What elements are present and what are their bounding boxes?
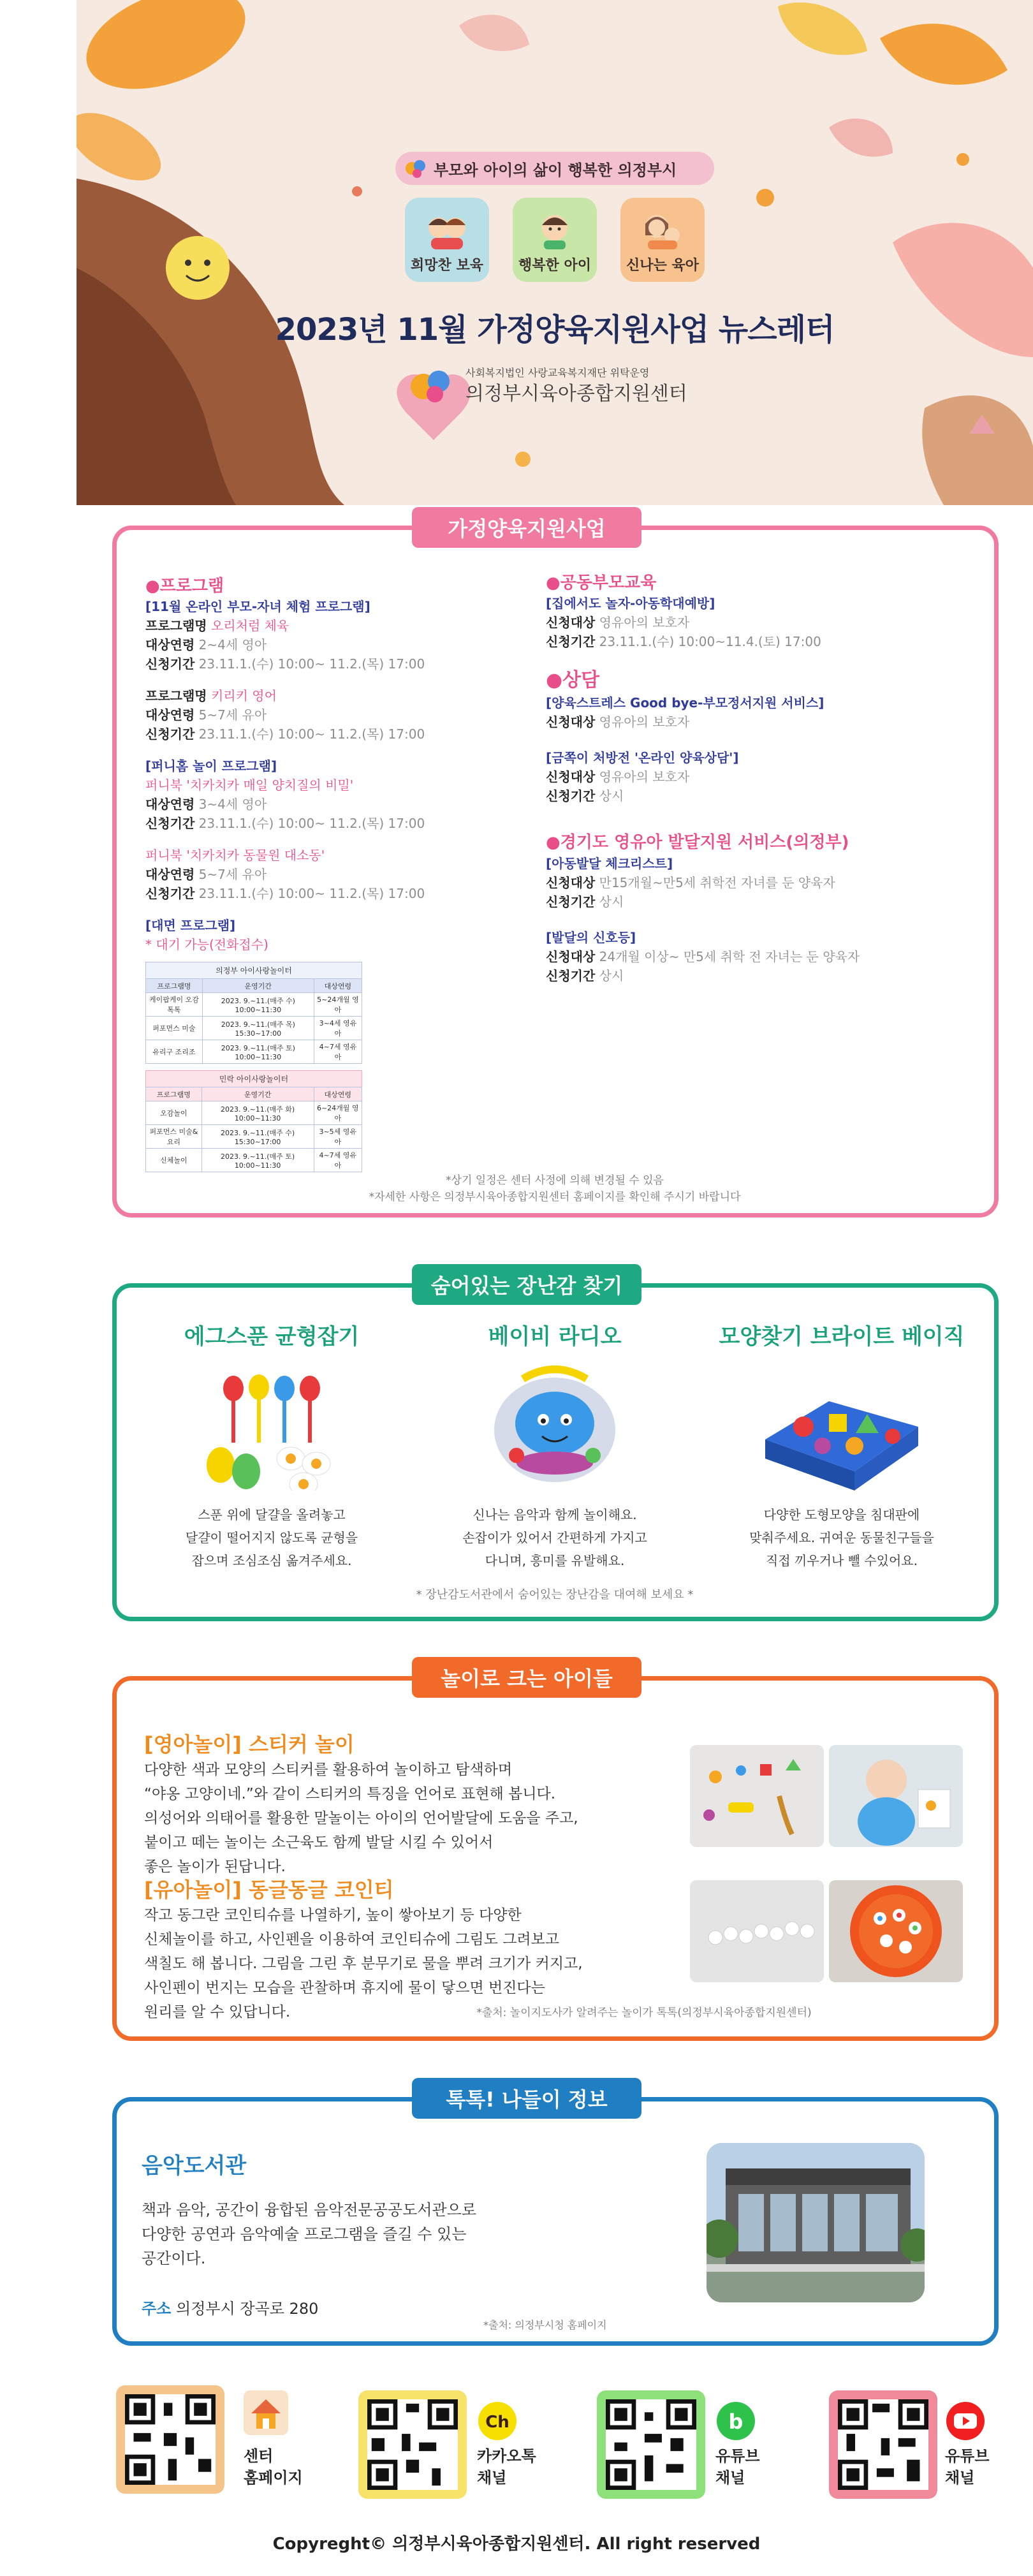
program-heading: ●프로그램 <box>145 577 224 596</box>
egg-spoon-image <box>138 1363 406 1490</box>
offline-label: [대면 프로그램] <box>145 918 236 933</box>
svg-text:Ch: Ch <box>485 2413 509 2432</box>
toy-card-baby-radio <box>421 1319 689 1572</box>
toy-description: 신나는 음악과 함께 놀이해요. 손잡이가 있어서 간편하게 가지고 다니며, 흥미를 유발해요. <box>462 1507 647 1568</box>
newsletter-title: 2023년 11월 가정양육지원사업 뉴스레터 <box>275 312 835 348</box>
coin-tissue-photo-2 <box>829 1880 963 1982</box>
play-item-coin-tissue <box>144 1874 692 2024</box>
category-label: 신나는 육아 <box>626 258 699 274</box>
play-section-tag: 놀이로 크는 아이들 <box>412 1657 641 1698</box>
sticker-photo-1 <box>690 1745 824 1847</box>
offline-note: * 대기 가능(전화접수) <box>145 937 268 952</box>
section-heading: ●경기도 영유아 발달지원 서비스(의정부) <box>546 833 849 852</box>
section-heading: ●공동부모교육 <box>546 573 657 592</box>
org-name: 의정부시육아종합지원센터 <box>465 383 687 405</box>
toy-description: 스푼 위에 달걀을 올려놓고 달걀이 떨어지지 않도록 균형을 잡으며 조심조심 옮겨주세요. <box>185 1507 358 1568</box>
support-left-column: ●프로그램 [11월 온라인 부모-자녀 체험 프로그램] 프로그램명 오리처럼 체육 대상연령 2~4세 영아 신청기간 23.11.1.(수) 10:00~ 11.2.(목) 17:00 프로그램명 키리키 영어 대상연령 5~7세 유아 신청기간 23.11.1.(수) 10:00~ 11.2.(목) 17:00 [퍼니홈 놀이 프로그램] 퍼니북 '치카치카 매일 양치질의 비밀' 대상연령 3~4세 영아 신청기간 23.11.1.(수) 10:00~ 11.2.(목) 17:00 퍼니북 '치카치카 동물원 대소동' 대상연령 5~7세 유아 신청기간 23.11.1.(수) 10:00~ 11.2.(목) 17:00 [대면 프로그램] * 대기 가능(전화접수) 의정부 아이사랑놀이터 프로그램명 운영기간 대상연령 케이팝케이 오감톡톡 2023. 9.~11.(매주 수) 10:00~11:30 5~24개월 영아 퍼포먼스 미술 2023. 9.~11.(매주 목) 15:30~17:00 3~4세 영유아 유리구 조리조 2023. 9.~11.(매주 토) 10:00~11:30 4~7세 영유아 민락 아이사랑놀이터 프로그램명 운영기간 대상연령 오감놀이 2023. 9.~11.(매주 화) 10:00~11:30 6~24개월 영아 퍼포먼스 미술&요리 2023. 9.~11.(매주 수) 15:30~17:00 3~5세 영유아 신체놀이 2023. 9.~11.(매주 토) 10:00~11:30 4~7세 영유아 <box>145 575 522 1172</box>
toy-title: 모양찾기 브라이트 베이직 <box>719 1324 965 1350</box>
support-notes: *상기 일정은 센터 사정에 의해 변경될 수 있음 *자세한 사항은 의정부시육아종합지원센터 홈페이지를 확인해 주시기 바랍니다 <box>369 1174 741 1203</box>
play-description: 작고 동그란 코인티슈를 나열하기, 높이 쌓아보기 등 다양한 신체놀이를 하고, 사인펜을 이용하여 코인티슈에 그림도 그려보고 색칠도 해 봅니다. 그림을 그린 후 분무기로 물을 뿌려 크기가 커지고, 사인펜이 번지는 모습을 관찰하며 휴지에 물이 닿으면 번진다는 원리를 알 수 있답니다. <box>144 1907 583 2020</box>
coin-tissue-photo-1 <box>690 1880 824 1982</box>
hero-banner <box>77 0 1033 505</box>
house-icon[interactable] <box>244 2390 288 2435</box>
item-label: [발달의 신호등] <box>546 930 636 945</box>
footer-link-label: 센터 홈페이지 <box>244 2447 303 2487</box>
item-label: [아동발달 체크리스트] <box>546 856 673 871</box>
item-label: [양육스트레스 Good bye-부모정서지원 서비스] <box>546 695 824 710</box>
table-row: 유리구 조리조 2023. 9.~11.(매주 토) 10:00~11:30 4~7세 영유아 <box>146 1040 362 1064</box>
qr-code-icon <box>125 2394 216 2485</box>
item-label: [금쪽이 처방전 '온라인 양육상담'] <box>546 750 739 765</box>
item-label: [집에서도 놀자-아동학대예방] <box>546 596 715 611</box>
footer-links <box>116 2385 1009 2506</box>
table-row: 퍼포먼스 미술 2023. 9.~11.(매주 목) 15:30~17:00 3~4세 영유아 <box>146 1017 362 1040</box>
slogan-pill <box>395 152 714 185</box>
schedule-table-uijeongbu: 의정부 아이사랑놀이터 프로그램명 운영기간 대상연령 케이팝케이 오감톡톡 2023. 9.~11.(매주 수) 10:00~11:30 5~24개월 영아 퍼포먼스 미술 2023. 9.~11.(매주 목) 15:30~17:00 3~4세 영유아 유리구 조리조 2023. 9.~11.(매주 토) 10:00~11:30 4~7세 영유아 <box>145 962 362 1064</box>
center-logo-icon <box>404 157 427 180</box>
play-title: [영아놀이] 스티커 놀이 <box>144 1732 355 1756</box>
toy-title: 에그스푼 균형잡기 <box>184 1324 360 1350</box>
place-address: 주소 의정부시 장곡로 280 <box>142 2300 319 2318</box>
youtube-icon[interactable] <box>945 2401 986 2441</box>
support-right-column: ●공동부모교육 [집에서도 놀자-아동학대예방] 신청대상 영유아의 보호자 신청기간 23.11.1.(수) 10:00~11.4.(토) 17:00 ●상담 [양육스트레스 Good bye-부모정서지원 서비스] 신청대상 영유아의 보호자 [금쪽이 처방전 '온라인 양육상담'] 신청대상 영유아의 보호자 신청기간 상시 ●경기도 영유아 발달지원 서비스(의정부) [아동발달 체크리스트] 신청대상 만15개월~만5세 취학전 자녀를 둔 양육자 신청기간 상시 [발달의 신호등] 신청대상 24개월 이상~ 만5세 취학 전 자녀는 둔 양육자 신청기간 상시 <box>546 572 967 985</box>
section-heading: ●상담 <box>546 669 600 691</box>
toys-note: * 장난감도서관에서 숨어있는 장난감을 대여해 보세요 * <box>416 1588 694 1601</box>
qr-code-icon <box>838 2399 928 2490</box>
toy-description: 다양한 도형모양을 침대판에 맞춰주세요. 귀여운 동물친구들을 직접 끼우거나 뺄 수있어요. <box>749 1507 934 1568</box>
music-library-photo <box>707 2143 925 2302</box>
parent-baby-icon <box>638 210 687 249</box>
table-row: 오감놀이 2023. 9.~11.(매주 화) 10:00~11:30 6~24개월 영아 <box>146 1101 362 1125</box>
footer-link-label: 카카오톡 채널 <box>477 2447 536 2487</box>
schedule-table-minrak: 민락 아이사랑놀이터 프로그램명 운영기간 대상연령 오감놀이 2023. 9.~11.(매주 화) 10:00~11:30 6~24개월 영아 퍼포먼스 미술&요리 2023. 9.~11.(매주 수) 15:30~17:00 3~5세 영유아 신체놀이 2023. 9.~11.(매주 토) 10:00~11:30 4~7세 영유아 <box>145 1070 362 1172</box>
category-label: 희망찬 보육 <box>411 258 483 274</box>
group-label: [퍼니홈 놀이 프로그램] <box>145 758 277 774</box>
center-logo-icon <box>408 366 459 404</box>
table-row: 케이팝케이 오감톡톡 2023. 9.~11.(매주 수) 10:00~11:30 5~24개월 영아 <box>146 993 362 1017</box>
baby-radio-image <box>421 1363 689 1490</box>
band-icon[interactable] <box>715 2401 756 2441</box>
copyright-text: Copyreght© 의정부시육아종합지원센터. All right reserved <box>272 2535 761 2554</box>
play-title: [유아놀이] 동글동글 코인티 <box>144 1878 394 1902</box>
outing-note: *출처: 의정부시청 홈페이지 <box>483 2319 607 2331</box>
org-subtitle: 사회복지법인 사랑교육복지재단 위탁운영 <box>465 367 650 379</box>
category-label: 행복한 아이 <box>518 258 591 274</box>
organization-block <box>408 364 714 408</box>
support-section-tag: 가정양육지원사업 <box>412 507 641 548</box>
sticker-photo-2 <box>829 1745 963 1847</box>
qr-center-homepage[interactable] <box>116 2385 224 2494</box>
qr-kakao-channel[interactable] <box>358 2390 467 2499</box>
child-icon <box>530 210 580 249</box>
play-item-sticker <box>144 1728 692 1879</box>
footer-link-label: 유튜브 채널 <box>945 2447 990 2487</box>
play-note: *출처: 놀이지도사가 알려주는 놀이가 톡톡(의정부시육아종합지원센터) <box>476 2006 812 2019</box>
qr-code-icon <box>367 2399 458 2490</box>
shape-sorter-image <box>701 1363 982 1490</box>
toy-card-egg-spoon <box>138 1319 406 1572</box>
footer-link-label: 유튜브 채널 <box>715 2447 760 2487</box>
svg-text:b: b <box>728 2410 744 2434</box>
category-happy <box>513 198 597 282</box>
category-hope <box>405 198 489 282</box>
outing-section-tag: 톡톡! 나들이 정보 <box>412 2078 641 2119</box>
qr-code-icon <box>606 2399 696 2490</box>
kakao-channel-icon[interactable] <box>477 2401 518 2441</box>
toy-card-shape-sorter <box>701 1319 982 1572</box>
play-description: 다양한 색과 모양의 스티커를 활용하여 놀이하고 탐색하며 “야옹 고양이네.”와 같이 스티커의 특징을 언어로 표현해 봅니다. 의성어와 의태어를 활용한 말놀이는 아이의 언어발달에 도움을 주고, 붙이고 떼는 놀이는 소근육도 함께 발달 시킬 수 있어서 좋은 놀이가 된답니다. <box>144 1762 578 1875</box>
toy-title: 베이비 라디오 <box>488 1324 622 1350</box>
table-row: 신체놀이 2023. 9.~11.(매주 토) 10:00~11:30 4~7세 영유아 <box>146 1149 362 1172</box>
place-description: 책과 음악, 공간이 융합된 음악전문공공도서관으로 다양한 공연과 음악예술 프로그램을 즐길 수 있는 공간이다. <box>142 2201 477 2267</box>
group-label: [11월 온라인 부모-자녀 체험 프로그램] <box>145 599 370 614</box>
place-title: 음악도서관 <box>142 2153 247 2179</box>
qr-youtube-channel[interactable] <box>829 2390 937 2499</box>
qr-band-channel[interactable] <box>597 2390 705 2499</box>
table-row: 퍼포먼스 미술&요리 2023. 9.~11.(매주 수) 15:30~17:00 3~5세 영유아 <box>146 1125 362 1149</box>
family-icon <box>422 210 472 249</box>
toys-section-tag: 숨어있는 장난감 찾기 <box>412 1264 641 1305</box>
slogan-text: 부모와 아이의 삶이 행복한 의정부시 <box>434 161 677 179</box>
category-fun <box>620 198 705 282</box>
